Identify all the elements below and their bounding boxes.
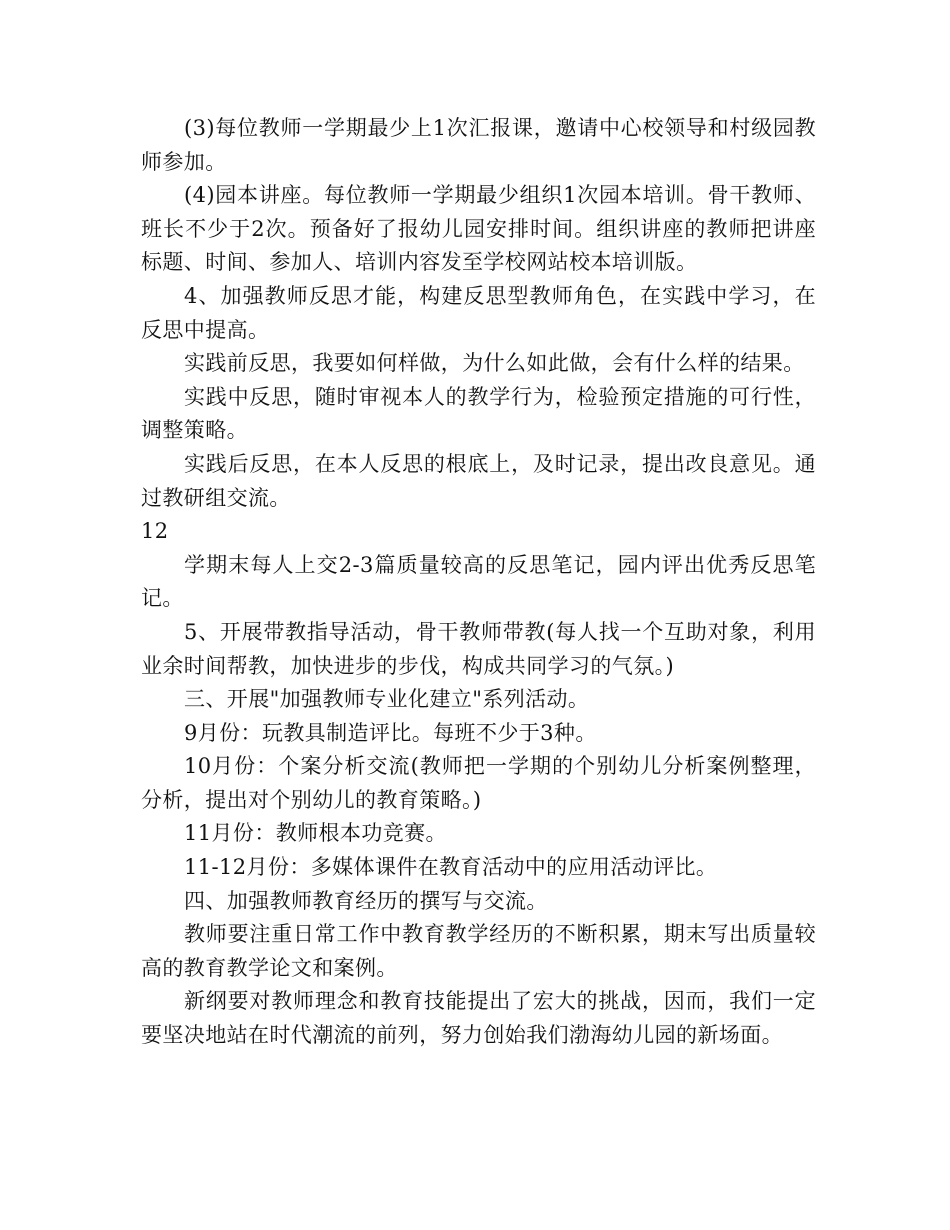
paragraph-september: 9月份：玩教具制造评比。每班不少于3种。	[184, 720, 597, 745]
paragraph-conclusion: 新纲要对教师理念和教育技能提出了宏大的挑战，因而，我们一定要坚决地站在时代潮流的前列，努力创始我们渤海幼儿园的新场面。	[141, 989, 816, 1048]
paragraph-october: 10月份：个案分析交流(教师把一学期的个别幼儿分析案例整理，分析，提出对个别幼儿的教育策略。)	[141, 754, 816, 812]
paragraph-reflection-ability: 4、加强教师反思才能，构建反思型教师角色，在实践中学习，在反思中提高。	[141, 283, 816, 342]
paragraph-reflection-notes: 学期末每人上交2-3篇质量较高的反思笔记，园内评出优秀反思笔记。	[141, 552, 816, 611]
paragraph-mentoring: 5、开展带教指导活动，骨干教师带教(每人找一个互助对象，利用业余时间帮教，加快进步的步伐，构成共同学习的气氛。)	[141, 619, 816, 678]
paragraph-report-lesson: (3)每位教师一学期最少上1次汇报课，邀请中心校领导和村级园教师参加。	[141, 116, 816, 174]
paragraph-garden-lecture: (4)园本讲座。每位教师一学期最少组织1次园本培训。骨干教师、班长不少于2次。预备好了报幼儿园安排时间。组织讲座的教师把讲座标题、时间、参加人、培训内容发至学校网站校本培训版。	[141, 183, 816, 275]
paragraph-post-practice-reflection: 实践后反思，在本人反思的根底上，及时记录，提出改良意见。通过教研组交流。	[141, 451, 816, 510]
section-heading-professional-activities: 三、开展"加强教师专业化建立"系列活动。	[184, 687, 590, 712]
paragraph-experience-accumulation: 教师要注重日常工作中教育教学经历的不断积累，期末写出质量较高的教育教学论文和案例。	[141, 922, 816, 980]
paragraph-in-practice-reflection: 实践中反思，随时审视本人的教学行为，检验预定措施的可行性，调整策略。	[141, 384, 816, 443]
section-heading-experience-writing: 四、加强教师教育经历的撰写与交流。	[184, 888, 548, 913]
page-number-marker: 12	[141, 519, 169, 544]
paragraph-november-december: 11-12月份：多媒体课件在教育活动中的应用活动评比。	[184, 855, 718, 880]
paragraph-pre-practice-reflection: 实践前反思，我要如何样做，为什么如此做，会有什么样的结果。	[184, 351, 805, 376]
document-body	[141, 112, 816, 1053]
paragraph-november: 11月份：教师根本功竞赛。	[184, 821, 447, 846]
